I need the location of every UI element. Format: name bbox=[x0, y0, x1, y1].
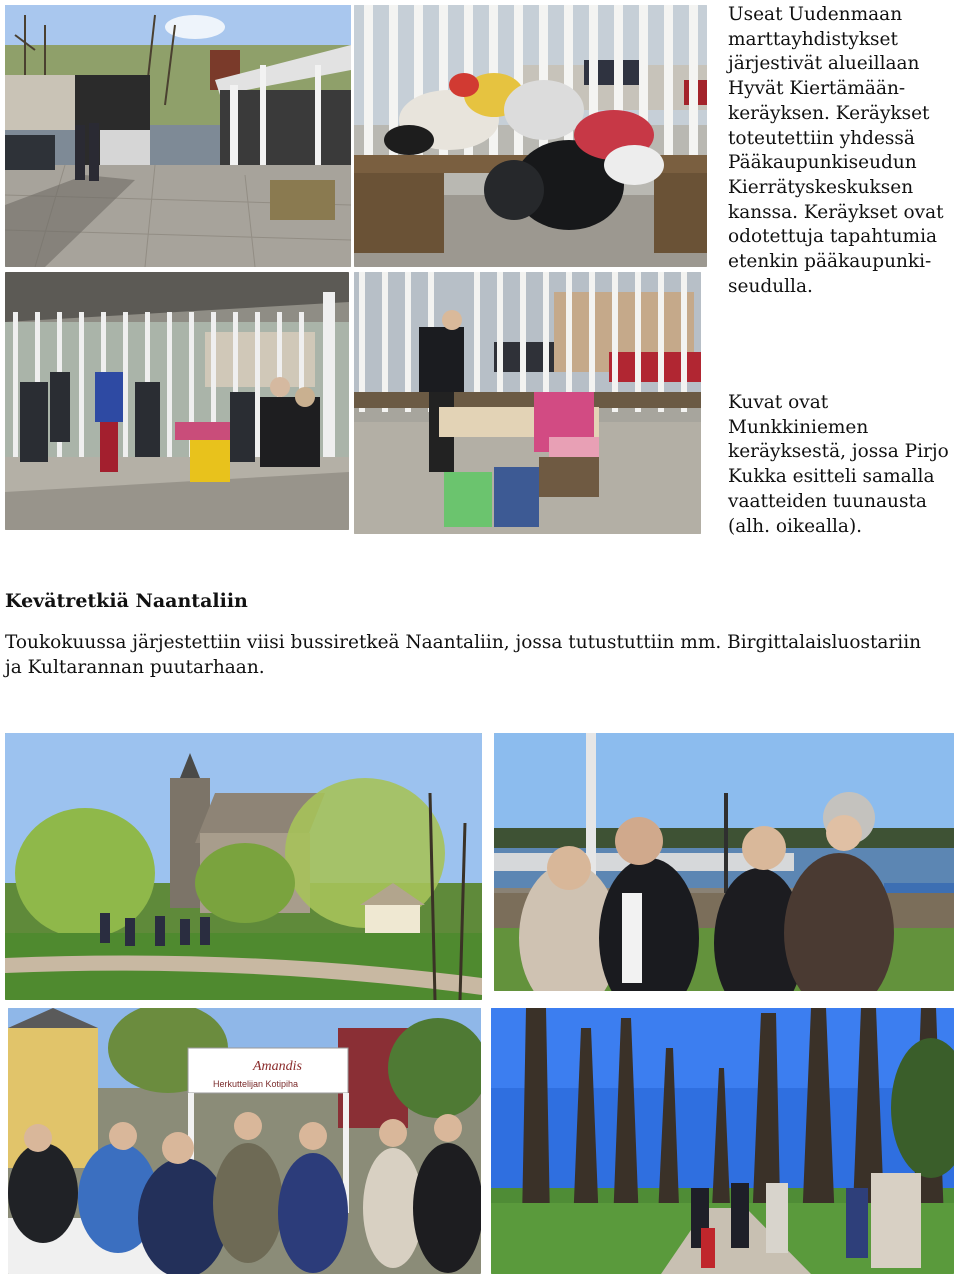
cafe-sign-subtitle: Herkuttelijan Kotipiha bbox=[213, 1079, 299, 1089]
photo-cafe-group bbox=[8, 1008, 481, 1274]
photo-harbour-women bbox=[494, 733, 954, 991]
munkkiniemi-caption: Kuvat ovat Munkkiniemen keräyksestä, jossa Pirjo Kukka esitteli samalla vaatteiden tuunausta (alh. oikealla). bbox=[728, 392, 949, 537]
collection-caption: Useat Uudenmaan marttayhdistykset järjestivät alueillaan Hyvät Kiertämään-keräyksen. Keräykset toteutettiin yhdessä Pääkaupunkiseudun Kierrätyskeskuksen kanssa. Keräykset ovat odotettuja tapahtumia etenkin pääkaupunki-seudulla. bbox=[728, 4, 944, 297]
cafe-sign-name: Amandis bbox=[253, 1059, 302, 1074]
photo-naantali-church bbox=[5, 733, 482, 1000]
photo-donation-bags bbox=[354, 5, 707, 267]
photo-collection-truck bbox=[5, 5, 351, 267]
section-heading: Kevätretkiä Naantaliin bbox=[5, 590, 248, 612]
photo-shelter-people bbox=[5, 272, 349, 530]
section-text: Toukokuussa järjestettiin viisi bussiretkeä Naantaliin, jossa tutustuttiin mm. Birgittalaisluostariin ja Kultarannan puutarhaan. bbox=[5, 632, 922, 678]
photo-poplar-alley bbox=[491, 1008, 954, 1274]
photo-table-display bbox=[354, 272, 701, 534]
